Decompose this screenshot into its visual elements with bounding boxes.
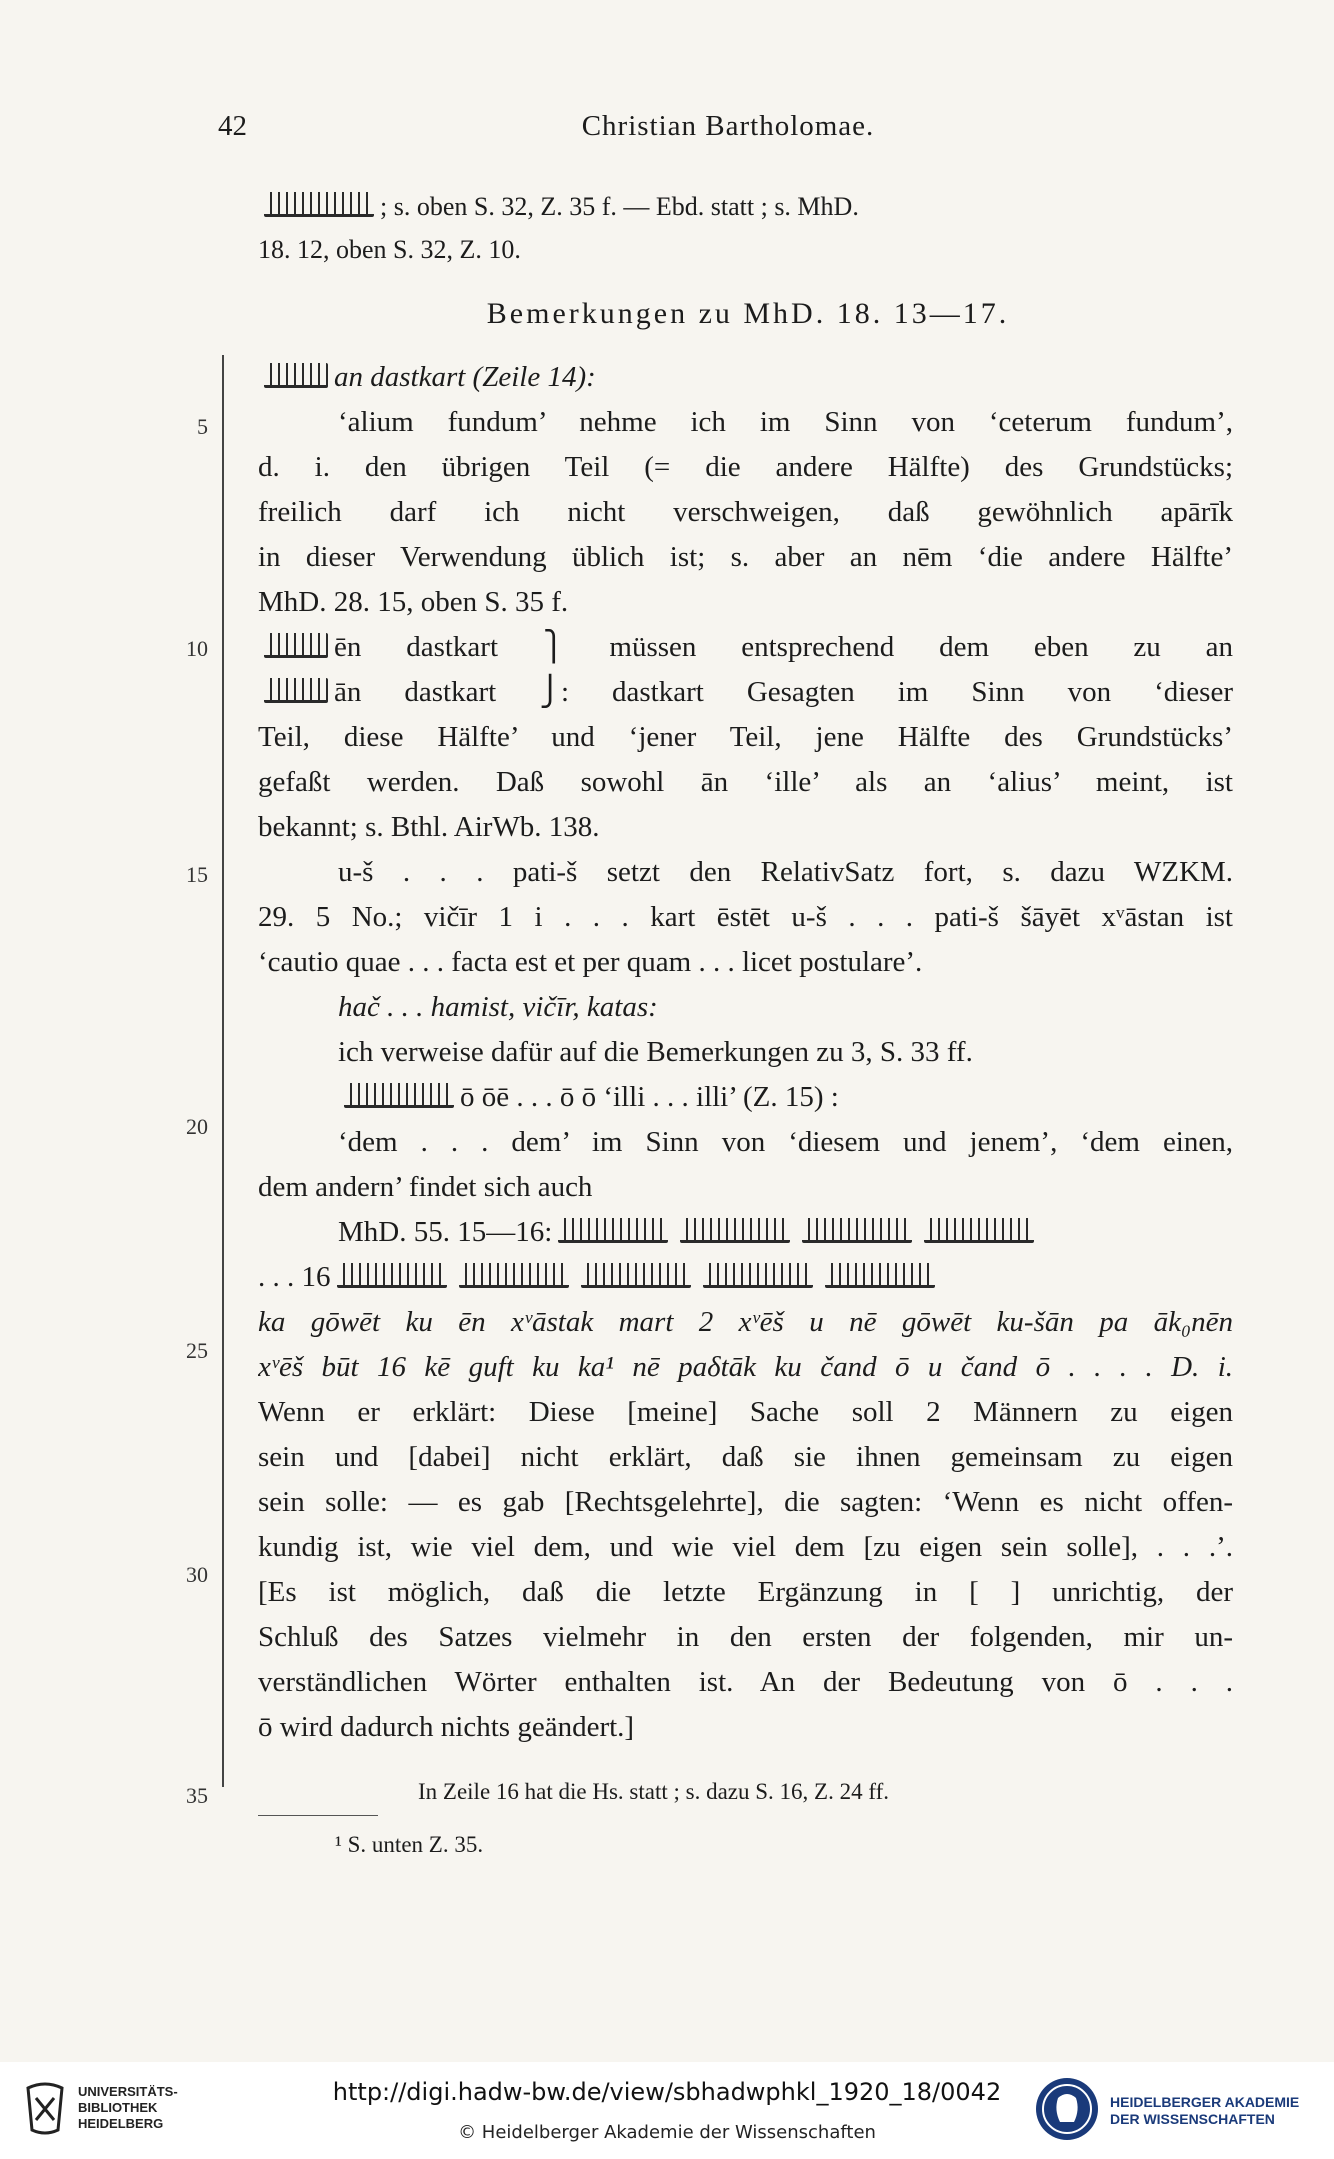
pahlavi-script-glyph (558, 1218, 668, 1243)
pahlavi-script-glyph (264, 633, 328, 658)
pahlavi-script-glyph (459, 1263, 569, 1288)
text-line: freilich darf ich nicht verschweigen, daß gewöhnlich apārīk (258, 496, 1233, 528)
text-line: in dieser Verwendung üblich ist; s. aber an nēm ‘die andere Hälfte’ (258, 541, 1233, 573)
text-line: 29. 5 No.; vičīr 1 i . . . kart ēstēt u-š . . . pati-š šāyēt xᵛāstan ist (258, 901, 1233, 933)
line-number: 35 (186, 1783, 208, 1808)
text-line: ‘alium fundum’ nehme ich im Sinn von ‘ceterum fundum’, (338, 406, 1233, 438)
pahlavi-script-glyph (264, 678, 328, 703)
text-line: MhD. 55. 15—16: (258, 1210, 1233, 1255)
text-line: ka gōwēt ku ēn xᵛāstak mart 2 xᵛēš u nē gōwēt ku-šān pa āk₀nēn (258, 1306, 1233, 1338)
source-url-link[interactable]: http://digi.hadw-bw.de/view/sbhadwphkl_1920_18/0042 (332, 2078, 1002, 2106)
top-note-line-2: 18. 12, oben S. 32, Z. 10. (258, 235, 521, 264)
pahlavi-script-glyph (264, 192, 374, 217)
text-line: an dastkart (Zeile 14): (258, 355, 1233, 400)
top-note (258, 185, 1238, 271)
academy-name: HEIDELBERGER AKADEMIE DER WISSENSCHAFTEN (1110, 2094, 1300, 2127)
text-line: Teil, diese Hälfte’ und ‘jener Teil, jene Hälfte des Grundstücks’ (258, 721, 1233, 753)
margin-rule (222, 355, 224, 1787)
section-title: Bemerkungen zu MhD. 18. 13—17. (486, 297, 1010, 330)
text-line: gefaßt werden. Daß sowohl ān ‘ille’ als an ‘alius’ meint, ist (258, 766, 1233, 798)
text-line: xᵛēš būt 16 kē guft ku ka¹ nē paδtāk ku čand ō u čand ō . . . . D. i. (258, 1351, 1233, 1383)
text-line: dem andern’ findet sich auch (258, 1171, 593, 1203)
text-line: Wenn er erklärt: Diese [meine] Sache soll 2 Männern zu eigen (258, 1396, 1233, 1428)
text-line: Schluß des Satzes vielmehr in den ersten der folgenden, mir un- (258, 1621, 1233, 1653)
pahlavi-script-glyph (802, 1218, 912, 1243)
manuscript-note: In Zeile 16 hat die Hs. statt ; s. dazu S. 16, Z. 24 ff. (418, 1779, 889, 1804)
copyright-notice: © Heidelberger Akademie der Wissenschaften (458, 2122, 876, 2143)
pahlavi-script-glyph (581, 1263, 691, 1288)
pahlavi-script-glyph (337, 1263, 447, 1288)
pahlavi-script-glyph (344, 1083, 454, 1108)
text-line: MhD. 28. 15, oben S. 35 f. (258, 586, 569, 618)
pahlavi-script-glyph (264, 363, 328, 388)
line-number: 25 (186, 1338, 208, 1363)
text-line: verständlichen Wörter enthalten ist. An der Bedeutung von ō . . . (258, 1666, 1233, 1698)
text-line: ēn dastkart ⎫ müssen entsprechend dem eben zu an (258, 625, 1233, 670)
line-number: 5 (197, 414, 208, 439)
text-line: sein und [dabei] nicht erklärt, daß sie ihnen gemeinsam zu eigen (258, 1441, 1233, 1473)
pahlavi-script-glyph (924, 1218, 1034, 1243)
line-number: 15 (186, 862, 208, 887)
text-line: ‘cautio quae . . . facta est et per quam . . . licet postulare’. (258, 946, 923, 978)
page-header (218, 110, 1238, 150)
text-line: sein solle: — es gab [Rechtsgelehrte], die sagten: ‘Wenn es nicht offen- (258, 1486, 1233, 1518)
pahlavi-script-glyph (825, 1263, 935, 1288)
text-line: ‘dem . . . dem’ im Sinn von ‘diesem und jenem’, ‘dem einen, (338, 1126, 1233, 1158)
line-number: 30 (186, 1562, 208, 1587)
text-line: bekannt; s. Bthl. AirWb. 138. (258, 811, 600, 843)
pahlavi-script-glyph (680, 1218, 790, 1243)
text-line: ō ōē . . . ō ō ‘illi . . . illi’ (Z. 15) : (258, 1075, 1233, 1120)
university-library-name: UNIVERSITÄTS- BIBLIOTHEK HEIDELBERG (78, 2084, 178, 2131)
text-line: ān dastkart ⎭: dastkart Gesagten im Sinn von ‘dieser (258, 670, 1233, 715)
line-number: 10 (186, 636, 208, 661)
text-line: hač . . . hamist, vičīr, katas: (338, 991, 658, 1023)
pahlavi-script-glyph (703, 1263, 813, 1288)
text-line: kundig ist, wie viel dem, und wie viel dem [zu eigen sein solle], . . .’. (258, 1531, 1233, 1563)
footnote: ¹ S. unten Z. 35. (335, 1832, 484, 1857)
text-line: d. i. den übrigen Teil (= die andere Hälfte) des Grundstücks; (258, 451, 1233, 483)
running-title: Christian Bartholomae. (581, 110, 875, 142)
footnote-rule (258, 1815, 378, 1816)
line-number: 20 (186, 1114, 208, 1139)
body-text (258, 355, 1233, 1750)
text-line: ich verweise dafür auf die Bemerkungen zu 3, S. 33 ff. (338, 1036, 973, 1068)
text-line: ō wird dadurch nichts geändert.] (258, 1711, 635, 1743)
top-note-line-1: ; s. oben S. 32, Z. 35 f. — Ebd. statt ; s. MhD. (380, 192, 859, 221)
text-line: u-š . . . pati-š setzt den RelativSatz fort, s. dazu WZKM. (338, 856, 1233, 888)
academy-seal-icon (1034, 2076, 1100, 2142)
viewer-footer (0, 2062, 1334, 2159)
text-line: . . . 16 (258, 1255, 1233, 1300)
text-line: [Es ist möglich, daß die letzte Ergänzung in [ ] unrichtig, der (258, 1576, 1233, 1608)
page-number: 42 (218, 110, 247, 142)
